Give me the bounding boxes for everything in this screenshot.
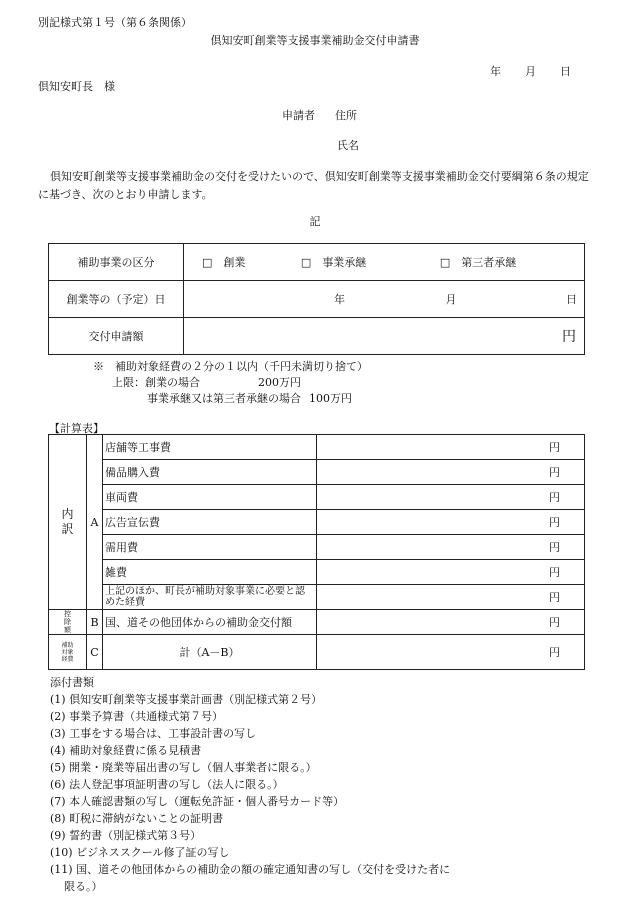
application-statement: 倶知安町創業等支援事業補助金の交付を受けたいので、倶知安町創業等支援事業補助金交付要綱第６条の規定に基づき、次のとおり申請します。 [38, 170, 589, 201]
category-label: 補助事業の区分 [49, 244, 184, 281]
attachment-item: (7) 本人確認書類の写し（運転免許証・個人番号カード等） [50, 795, 345, 808]
amount-cell[interactable]: 円 [317, 485, 585, 510]
c-item: 計（A－B） [103, 635, 317, 670]
amount-row [49, 318, 585, 355]
amount-label: 交付申請額 [49, 318, 184, 355]
amount-cell[interactable]: 円 [317, 560, 585, 585]
calc-table [48, 434, 585, 670]
start-date-field[interactable]: 年 月 日 [184, 281, 585, 318]
date-year: 年 [490, 65, 501, 78]
address-label: 住所 [335, 109, 357, 122]
note-half: ※ 補助対象経費の２分の１以内（千円未満切り捨て） [93, 360, 368, 373]
form-number: 別記様式第１号（第６条関係） [38, 16, 192, 29]
amount-cell[interactable]: 円 [317, 510, 585, 535]
attachment-item: (1) 倶知安町創業等支援事業計画書（別記様式第２号） [50, 693, 323, 706]
limit-startup: 上限：創業の場合 200万円 [112, 376, 301, 389]
attachment-item: (2) 事業予算書（共通様式第７号） [50, 710, 224, 723]
b-item: 国、道その他団体からの補助金交付額 [103, 610, 317, 635]
checkbox-sogyo[interactable]: □ 創業 [202, 256, 246, 269]
date-line [490, 66, 571, 77]
limit-succession: 事業承継又は第三者承継の場合 100万円 [147, 392, 352, 405]
attachment-item: (8) 町税に滞納がないことの証明書 [50, 812, 224, 825]
b-label: B [87, 610, 103, 635]
applicant-label: 申請者 [282, 109, 315, 122]
item-row: 上記のほか、町長が補助対象事業に必要と認めた経費 [103, 585, 317, 610]
item-row: 広告宣伝費 [103, 510, 317, 535]
item-row: 備品購入費 [103, 460, 317, 485]
ki-heading: 記 [309, 215, 321, 228]
kojogaku-label: 控除額 [49, 610, 87, 635]
b-amount-cell[interactable]: 円 [317, 610, 585, 635]
attachment-item: (5) 開業・廃業等届出書の写し（個人事業者に限る。） [50, 761, 317, 774]
application-table [48, 243, 585, 355]
amount-cell[interactable]: 円 [317, 535, 585, 560]
attachment-item: (4) 補助対象経費に係る見積書 [50, 744, 202, 757]
a-label: A [87, 435, 103, 610]
amount-field[interactable]: 円 [184, 318, 585, 355]
calc-table-label: 【計算表】 [49, 422, 104, 435]
attachment-item: (10) ビジネススクール修了証の写し [50, 846, 230, 859]
attachment-item: (6) 法人登記事項証明書の写し（法人に限る。） [50, 778, 284, 791]
item-row: 店舗等工事費 [103, 435, 317, 460]
uchiwake-label: 内訳 [49, 435, 87, 610]
amount-cell[interactable]: 円 [317, 460, 585, 485]
document-title: 倶知安町創業等支援事業補助金交付申請書 [210, 34, 420, 47]
attachment-item-11-continuation: 限る。） [64, 880, 103, 893]
item-row: 雑費 [103, 560, 317, 585]
date-month: 月 [525, 65, 536, 78]
start-date-label: 創業等の（予定）日 [49, 281, 184, 318]
c-label: C [87, 635, 103, 670]
c-amount-cell[interactable]: 円 [317, 635, 585, 670]
category-options [184, 244, 585, 281]
category-row [49, 244, 585, 281]
checkbox-daisansha-shokei[interactable]: □ 第三者承継 [439, 256, 517, 269]
item-row: 車両費 [103, 485, 317, 510]
applicant-address-line [282, 110, 357, 121]
amount-cell[interactable]: 円 [317, 435, 585, 460]
item-row: 需用費 [103, 535, 317, 560]
date-day: 日 [560, 65, 571, 78]
attachment-item: (9) 誓約書（別記様式第３号） [50, 829, 202, 842]
attachment-item: (11) 国、道その他団体からの補助金の額の確定通知書の写し（交付を受けた者に [50, 863, 451, 876]
start-date-row [49, 281, 585, 318]
addressee: 倶知安町長 様 [38, 80, 115, 93]
attachment-item: (3) 工事をする場合は、工事設計書の写し [50, 727, 257, 740]
checkbox-jigyo-shokei[interactable]: □ 事業承継 [300, 256, 367, 269]
name-label: 氏名 [337, 139, 359, 152]
amount-cell[interactable]: 円 [317, 585, 585, 610]
attachments-title: 添付書類 [50, 676, 94, 689]
hojo-taisho-keihi-label: 補助対象経費 [49, 635, 87, 670]
